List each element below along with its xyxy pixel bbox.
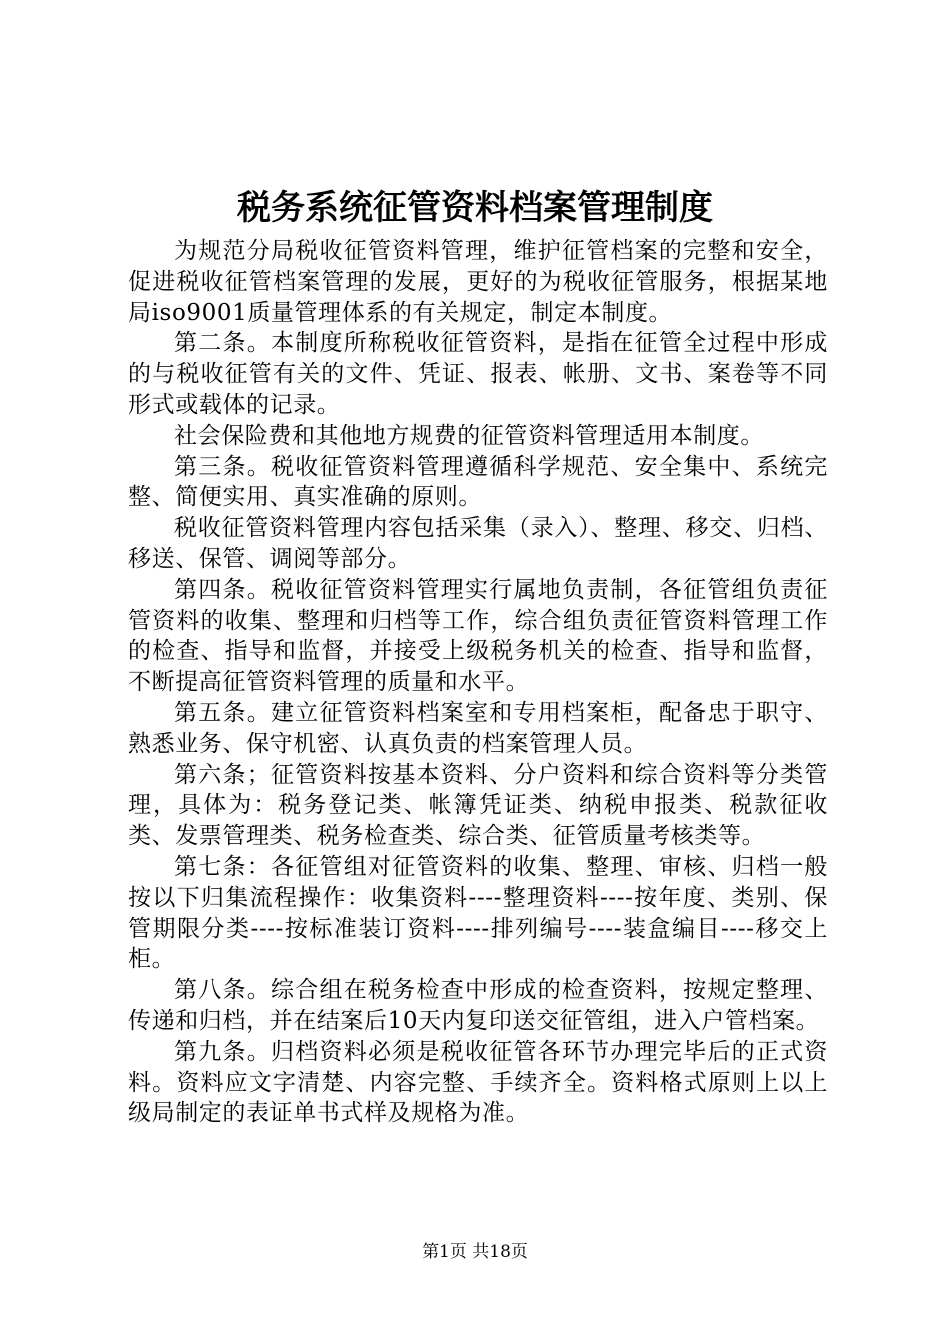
paragraph-article-5: 第五条。建立征管资料档案室和专用档案柜，配备忠于职守、熟悉业务、保守机密、认真负责的档案管理人员。: [128, 699, 828, 757]
paragraph-article-3: 第三条。税收征管资料管理遵循科学规范、安全集中、系统完整、简便实用、真实准确的原则。: [128, 453, 828, 511]
paragraph-article-8: 第八条。综合组在税务检查中形成的检查资料，按规定整理、传递和归档，并在结案后10天内复印送交征管组，进入户管档案。: [128, 977, 828, 1034]
paragraph-intro: 为规范分局税收征管资料管理，维护征管档案的完整和安全，促进税收征管档案管理的发展，更好的为税收征管服务，根据某地局iso9001质量管理体系的有关规定，制定本制度。: [128, 238, 828, 326]
paragraph-article-7: 第七条：各征管组对征管资料的收集、整理、审核、归档一般按以下归集流程操作：收集资料----整理资料----按年度、类别、保管期限分类----按标准装订资料----排列编号----装盒编目----移交上柜。: [128, 853, 828, 973]
document-title: 税务系统征管资料档案管理制度: [237, 188, 713, 228]
paragraph-article-3-content: 税收征管资料管理内容包括采集（录入）、整理、移交、归档、移送、保管、调阅等部分。: [128, 515, 828, 572]
paragraph-article-2: 第二条。本制度所称税收征管资料，是指在征管全过程中形成的与税收征管有关的文件、凭证、报表、帐册、文书、案卷等不同形式或载体的记录。: [128, 330, 828, 418]
paragraph-article-6: 第六条；征管资料按基本资料、分户资料和综合资料等分类管理，具体为：税务登记类、帐簿凭证类、纳税申报类、税款征收类、发票管理类、税务检查类、综合类、征管质量考核类等。: [128, 761, 828, 850]
paragraph-article-4: 第四条。税收征管资料管理实行属地负责制，各征管组负责征管资料的收集、整理和归档等工作，综合组负责征管资料管理工作的检查、指导和监督，并接受上级税务机关的检查、指导和监督，不断提高征管资料管理的质量和水平。: [128, 576, 828, 696]
paragraph-article-9: 第九条。归档资料必须是税收征管各环节办理完毕后的正式资料。资料应文字清楚、内容完整、手续齐全。资料格式原则上以上级局制定的表证单书式样及规格为准。: [128, 1038, 828, 1127]
page-footer: 第1页 共18页: [422, 1242, 528, 1262]
document-body: [128, 236, 828, 1129]
paragraph-article-2-scope: 社会保险费和其他地方规费的征管资料管理适用本制度。: [174, 422, 764, 449]
